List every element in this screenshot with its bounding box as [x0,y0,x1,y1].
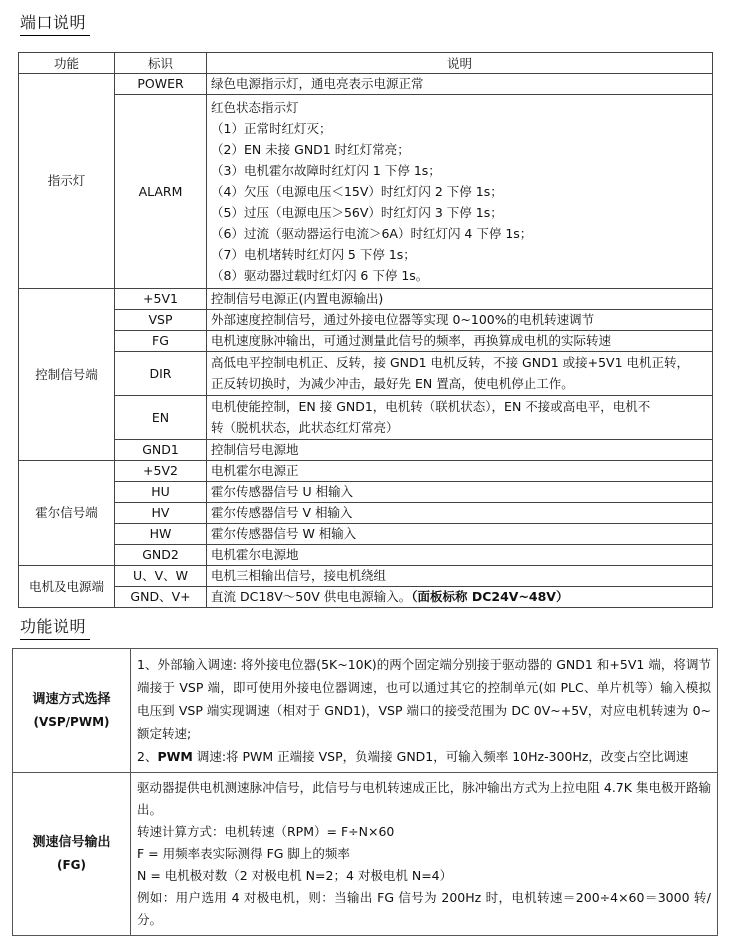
group-motor-power [19,566,115,608]
header-function: 功能 [19,53,115,74]
group-control: 控制信号端 [19,289,115,461]
port-id: HU [115,482,207,503]
alarm-line: （7）电机堵转时红灯闪 5 下停 1s； [211,247,416,262]
port-desc: 电机三相输出信号，接电机绕组 [207,566,713,587]
section-title-ports [20,10,90,36]
port-desc: 电机霍尔电源地 [207,545,713,566]
port-desc: 外部速度控制信号，通过外接电位器等实现 0~100%的电机转速调节 [207,310,713,331]
port-id: U、V、W [115,566,207,587]
group-indicator: 指示灯 [19,74,115,289]
port-desc: 霍尔传感器信号 V 相输入 [207,503,713,524]
port-desc-alarm [207,95,713,289]
port-id: POWER [115,74,207,95]
desc-line: 电机使能控制，EN 接 GND1，电机转（联机状态），EN 不接或高电平，电机不 [211,399,651,414]
table-row [19,95,713,289]
alarm-line: （5）过压（电源电压＞56V）时红灯闪 3 下停 1s； [211,205,503,220]
speed-output-sub: (FG) [56,858,86,872]
port-desc-en [207,396,713,440]
desc-line: 正反转切换时，为减少冲击，最好先 EN 置高，使电机停止工作。 [211,375,574,391]
port-desc-dir [207,352,713,396]
alarm-line: （8）驱动器过载时红灯闪 6 下停 1s。 [211,268,429,283]
group-motor-power-label: 电机及电源端 [28,578,104,594]
port-id: GND2 [115,545,207,566]
port-table [18,52,713,608]
speed-mode-label [13,649,131,773]
table-row [13,773,718,936]
desc-line: 例如：用户选用 4 对极电机，则：当输出 FG 信号为 200Hz 时，电机转速＝200÷4×60＝3000 转/分。 [137,890,711,927]
port-id: HV [115,503,207,524]
table-row [19,310,713,331]
alarm-line: （1）正常时红灯灭； [211,121,332,136]
table-row [19,289,713,310]
port-id: VSP [115,310,207,331]
port-desc: 控制信号电源地 [207,440,713,461]
port-desc [207,587,713,608]
desc-line: 驱动器提供电机测速脉冲信号，此信号与电机转速成正比，脉冲输出方式为上拉电阻 4.7K 集电极开路输出。 [137,780,711,817]
port-id: GND、V+ [115,587,207,608]
alarm-line: （4）欠压（电源电压＜15V）时红灯闪 2 下停 1s； [211,184,503,199]
table-row [19,396,713,440]
para2-rest: 调速:将 PWM 正端接 VSP，负端接 GND1，可输入频率 10Hz-300Hz，改变占空比调速 [192,749,689,764]
port-id: FG [115,331,207,352]
table-row [13,649,718,773]
section-title-functions [20,614,90,640]
port-id: +5V2 [115,461,207,482]
group-hall: 霍尔信号端 [19,461,115,566]
table-row [19,352,713,396]
table-row [19,503,713,524]
table-row [19,461,713,482]
port-id: HW [115,524,207,545]
table-row [19,587,713,608]
port-desc: 电机霍尔电源正 [207,461,713,482]
desc-line: N = 电机极对数（2 对极电机 N=2；4 对极电机 N=4） [137,868,453,883]
alarm-line: （6）过流（驱动器运行电流＞6A）时红灯闪 4 下停 1s； [211,226,533,241]
table-row [19,74,713,95]
panel-rating-note: （面板标称 DC24V~48V） [411,589,569,604]
para2-prefix: 2、 [137,749,158,764]
header-id: 标识 [115,53,207,74]
function-table [12,648,718,936]
speed-output-desc [131,773,718,936]
alarm-line: （2）EN 未接 GND1 时红灯常亮； [211,142,410,157]
table-row [19,566,713,587]
speed-mode-desc [131,649,718,773]
para2-bold: PWM [157,749,193,764]
port-desc: 电机速度脉冲输出，可通过测量此信号的频率，再换算成电机的实际转速 [207,331,713,352]
port-id: GND1 [115,440,207,461]
desc-line: 转速计算方式：电机转速（RPM）= F÷N×60 [137,824,395,839]
speed-mode-para2 [137,745,711,768]
speed-mode-para1: 1、外部输入调速: 将外接电位器(5K~10K)的两个固定端分别接于驱动器的 GND1 和+5V1 端，将调节端接于 VSP 端，即可使用外接电位器调速，也可以通过其它的控制单元(如 PLC、单片机等）输入模拟电压到 VSP 端实现调速（相对于 GND1)，VSP 端口的接受范围为 DC 0V~+5V，对应电机转速为 0~额定转速; [137,657,711,741]
desc-line: 高低电平控制电机正、反转，接 GND1 电机反转，不接 GND1 或接+5V1 电机正转， [211,355,690,370]
section-title-text: 功能说明 [20,617,87,636]
speed-output-title: 测速信号输出 [32,835,111,850]
port-id: ALARM [115,95,207,289]
table-header-row [19,53,713,74]
alarm-line: （3）电机霍尔故障时红灯闪 1 下停 1s； [211,163,441,178]
speed-output-label [13,773,131,936]
speed-mode-sub: (VSP/PWM) [33,714,110,729]
header-desc: 说明 [207,53,713,74]
table-row [19,545,713,566]
port-id: EN [115,396,207,440]
table-row [19,440,713,461]
power-desc: 直流 DC18V～50V 供电电源输入。 [211,589,412,604]
alarm-line: 红色状态指示灯 [211,100,299,115]
table-row [19,524,713,545]
port-desc: 霍尔传感器信号 U 相输入 [207,482,713,503]
section-title-text: 端口说明 [20,13,87,32]
table-row [19,482,713,503]
desc-line: F = 用频率表实际测得 FG 脚上的频率 [137,846,350,861]
table-row [19,331,713,352]
port-desc: 霍尔传感器信号 W 相输入 [207,524,713,545]
desc-line: 转（脱机状态，此状态红灯常亮） [211,419,399,435]
port-desc: 绿色电源指示灯，通电亮表示电源正常 [207,74,713,95]
port-id: DIR [115,352,207,396]
port-id: +5V1 [115,289,207,310]
port-desc: 控制信号电源正(内置电源输出) [207,289,713,310]
speed-mode-title: 调速方式选择 [32,691,111,707]
